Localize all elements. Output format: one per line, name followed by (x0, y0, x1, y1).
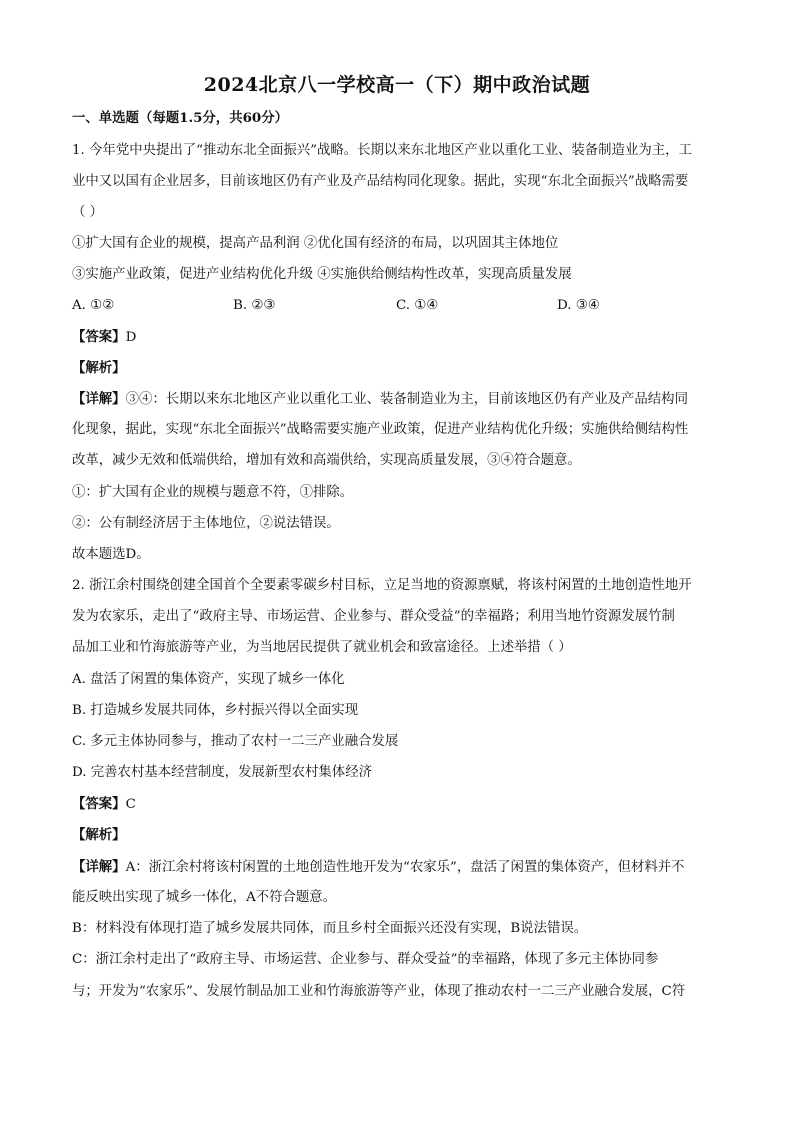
q1-option-d: D. ③④ (557, 298, 600, 313)
q1-detail-line: ①：扩大国有企业的规模与题意不符，①排除。 (72, 485, 354, 500)
q1-option-b: B. ②③ (233, 298, 276, 313)
analysis-label: 【解析】 (72, 360, 126, 376)
answer-label: 【答案】 (72, 329, 126, 345)
q1-detail-line: ②：公有制经济居于主体地位，②说法错误。 (72, 516, 340, 531)
q1-statement-line: ③实施产业政策，促进产业结构优化升级 ④实施供给侧结构性改革，实现高质量发展 (72, 267, 572, 282)
q1-stem-line: 1. 今年党中央提出了“推动东北全面振兴”战略。长期以来东北地区产业以重化工业、装备制造业为主，工 (72, 143, 692, 158)
page-title: 2024北京八一学校高一（下）期中政治试题 (203, 74, 591, 96)
q2-stem-line: 2. 浙江余村围绕创建全国首个全要素零碳乡村目标，立足当地的资源禀赋，将该村闲置的土地创造性地开 (72, 578, 692, 593)
q1-statement-line: ①扩大国有企业的规模，提高产品利润 ②优化国有经济的布局，以巩固其主体地位 (72, 236, 559, 251)
section-heading: 一、单选题（每题1.5分，共60分） (72, 110, 289, 126)
q1-detail-line (72, 389, 724, 410)
q2-option-b: B. 打造城乡发展共同体，乡村振兴得以全面实现 (72, 703, 359, 718)
q2-detail-line: 与；开发为“农家乐”、发展竹制品加工业和竹海旅游等产业，体现了推动农村一二三产业融合发展，C符 (72, 984, 686, 999)
detail-label: 【详解】 (72, 859, 126, 875)
q2-answer (72, 794, 724, 815)
q1-analysis-label (72, 358, 724, 379)
q2-stem-line: 发为农家乐，走出了“政府主导、市场运营、企业参与、群众受益”的幸福路；利用当地竹资源发展竹制 (72, 609, 675, 624)
q2-option-a: A. 盘活了闲置的集体资产，实现了城乡一体化 (72, 672, 345, 687)
q2-analysis-label (72, 825, 724, 846)
q2-detail-line: B：材料没有体现打造了城乡发展共同体，而且乡村全面振兴还没有实现，B说法错误。 (72, 921, 588, 936)
q2-stem-line: 品加工业和竹海旅游等产业，为当地居民提供了就业机会和致富途径。上述举措（ ） (72, 640, 572, 655)
detail-label: 【详解】 (72, 391, 126, 407)
q2-detail-line: 能反映出实现了城乡一体化，A不符合题意。 (72, 890, 337, 905)
q1-option-c: C. ①④ (396, 298, 439, 313)
q2-detail-line (72, 857, 724, 878)
answer-value: D (125, 330, 137, 345)
q2-detail-line: C：浙江余村走出了“政府主导、市场运营、企业参与、群众受益”的幸福路，体现了多元主体协同参 (72, 952, 659, 967)
detail-text: A：浙江余村将该村闲置的土地创造性地开发为“农家乐”，盘活了闲置的集体资产，但材料并不 (125, 860, 685, 875)
q1-detail-line: 改革，减少无效和低端供给，增加有效和高端供给，实现高质量发展，③④符合题意。 (72, 453, 581, 468)
q1-stem-line: （ ） (72, 205, 104, 220)
q1-option-a: A. ①② (72, 298, 115, 313)
q1-detail-line: 故本题选D。 (72, 547, 150, 562)
q1-options (72, 296, 724, 316)
q1-detail-line: 化现象，据此，实现“东北全面振兴”战略需要实施产业政策，促进产业结构优化升级；实施供给侧结构性 (72, 422, 689, 437)
answer-value: C (125, 797, 136, 812)
answer-label: 【答案】 (72, 796, 126, 812)
detail-text: ③④：长期以来东北地区产业以重化工业、装备制造业为主，目前该地区仍有产业及产品结构同 (125, 392, 688, 407)
q1-answer (72, 327, 724, 348)
q2-option-d: D. 完善农村基本经营制度，发展新型农村集体经济 (72, 765, 372, 780)
q1-stem-line: 业中又以国有企业居多，目前该地区仍有产业及产品结构同化现象。据此，实现“东北全面振兴”战略需要 (72, 174, 689, 189)
q2-option-c: C. 多元主体协同参与，推动了农村一二三产业融合发展 (72, 734, 399, 749)
analysis-label: 【解析】 (72, 827, 126, 843)
